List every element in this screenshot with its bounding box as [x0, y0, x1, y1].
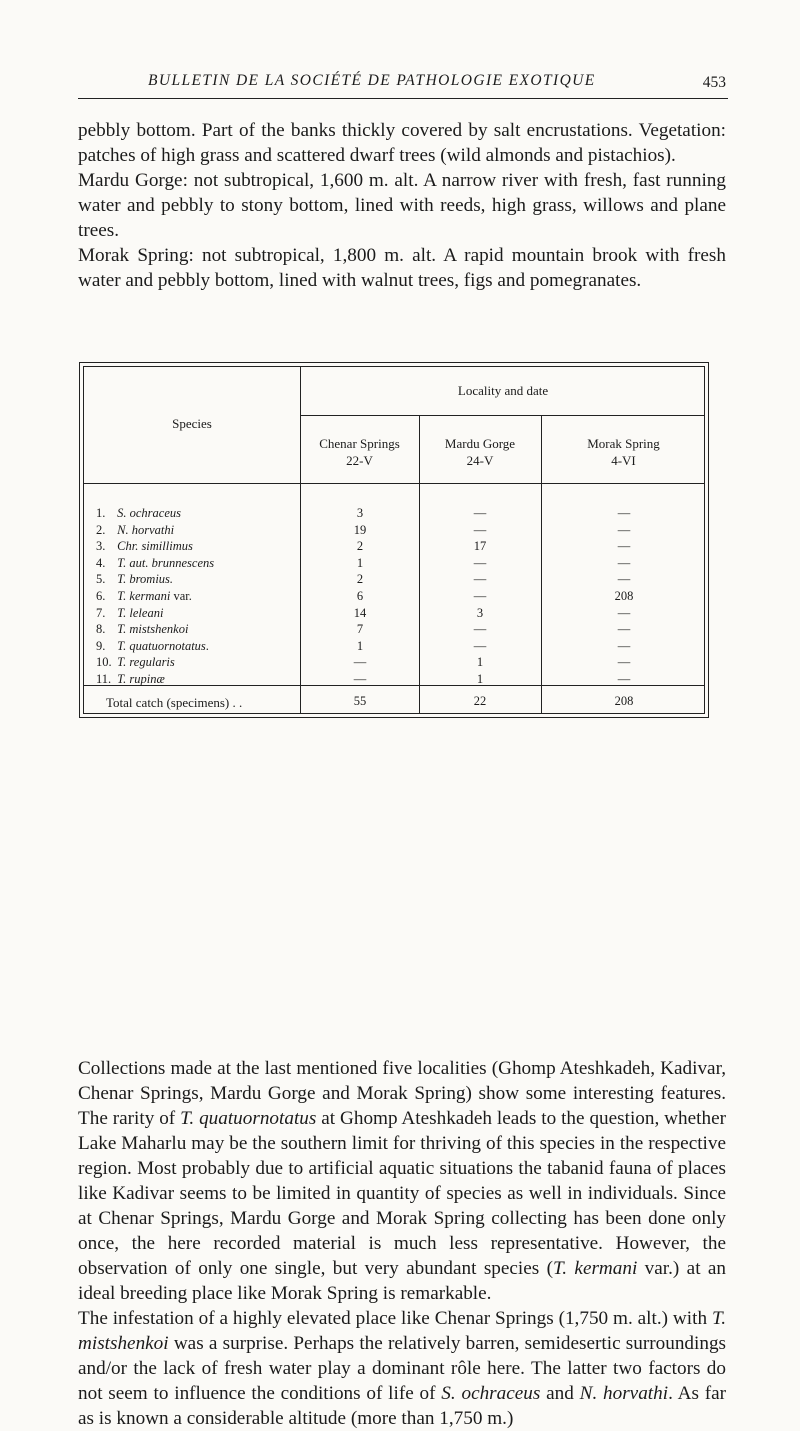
- species-name: S. ochraceus: [117, 506, 181, 520]
- table-cell: —: [617, 572, 631, 587]
- column-header-mardu: [419, 435, 541, 469]
- row-number: 1.: [96, 506, 106, 520]
- text-block-bottom: [78, 1056, 726, 1431]
- column-header-chenar: [300, 435, 419, 469]
- species-name: T. mistshenkoi: [78, 1308, 726, 1354]
- species-header: Species: [172, 416, 212, 431]
- column-header-morak: [541, 435, 706, 469]
- table-cell: —: [617, 555, 631, 570]
- table-row: [96, 523, 174, 538]
- text-run: Collections made at the last mentioned five localities (Ghomp Ateshkadeh, Kadivar, Chenar Springs, Mardu Gorge and Morak Spring) show some interesting features. The rarity of: [78, 1058, 726, 1129]
- text-run: and: [540, 1383, 580, 1404]
- text-run: The infestation of a highly elevated place like Chenar Springs (1,750 m. alt.) with: [78, 1308, 712, 1329]
- row-number: 9.: [96, 638, 106, 653]
- table-cell: —: [617, 672, 631, 686]
- column-date: 24-V: [466, 453, 494, 468]
- table-cell: —: [353, 672, 367, 686]
- table-row: [96, 556, 214, 571]
- column-divider: [300, 367, 301, 713]
- column-name: Morak Spring: [587, 436, 660, 451]
- table-row: [96, 606, 163, 621]
- table-row: [96, 539, 193, 554]
- table-cell: —: [473, 522, 487, 537]
- table-row: [96, 639, 209, 654]
- table-cell: —: [617, 622, 631, 637]
- table-cell: —: [353, 655, 367, 670]
- species-name: T. bromius.: [117, 572, 174, 587]
- table-cell: 208: [614, 589, 634, 603]
- paragraph-infestation: [78, 1306, 726, 1431]
- table-cell: —: [473, 622, 487, 637]
- table-row: [96, 572, 173, 587]
- table-cell: 1: [476, 672, 484, 686]
- column-date: 4-VI: [611, 453, 636, 468]
- running-header: [78, 68, 728, 99]
- total-label: Total catch (specimens) . .: [106, 695, 243, 710]
- total-chenar: 55: [353, 694, 367, 708]
- species-name: N. horvathi: [579, 1383, 669, 1404]
- table-cell: —: [617, 655, 631, 670]
- table-row: [96, 622, 188, 637]
- total-label-text: Total catch (specimens): [106, 695, 230, 710]
- locality-divider: [300, 415, 704, 416]
- table-cell: —: [473, 589, 487, 603]
- paragraph-mardu-gorge: Mardu Gorge: not subtropical, 1,600 m. alt. A narrow river with fresh, fast running water and pebbly to stony bottom, lined with reeds, high grass, willows and plane trees.: [78, 170, 726, 241]
- table-cell: 7: [356, 622, 364, 637]
- row-number: 6.: [96, 589, 106, 603]
- paragraph-continuation: pebbly bottom. Part of the banks thickly covered by salt encrustations. Vegetation: patches of high grass and scattered dwarf trees (wild almonds and pistachios).: [78, 120, 726, 166]
- page-number: 453: [702, 74, 726, 91]
- table-cell: 3: [476, 605, 484, 620]
- table-cell: 19: [353, 522, 367, 537]
- table-cell: 2: [356, 572, 364, 587]
- paragraph-collections: [78, 1056, 726, 1306]
- locality-header: Locality and date: [457, 383, 549, 398]
- row-number: 3.: [96, 539, 106, 554]
- table-row: [96, 672, 165, 687]
- row-number: 7.: [96, 605, 106, 620]
- table-cell: —: [473, 638, 487, 653]
- species-name: N. horvathi: [117, 522, 175, 537]
- table-cell: 1: [356, 638, 364, 653]
- total-morak: 208: [614, 694, 634, 708]
- column-name: Chenar Springs: [319, 436, 400, 451]
- table-cell: —: [473, 506, 487, 520]
- species-name: T. rupinæ: [117, 672, 165, 686]
- text-run: at Ghomp Ateshkadeh leads to the question, whether Lake Maharlu may be the southern limit for thriving of this species in the respective region. Most probably due to artificial aquatic situations the tabanid fauna of places like Kadivar seems to be limited in quantity of species as well in individuals. Since at Chenar Springs, Mardu Gorge and Morak Spring collecting has been done only once, the here recorded material is much less representative. However, the observation of only one single, but very abundant species (: [78, 1108, 726, 1279]
- species-name: T. leleani: [117, 605, 164, 620]
- table-cell: —: [617, 522, 631, 537]
- row-number: 8.: [96, 622, 106, 637]
- paragraph-morak-spring: Morak Spring: not subtropical, 1,800 m. alt. A rapid mountain brook with fresh water and pebbly bottom, lined with walnut trees, figs and pomegranates.: [78, 245, 726, 291]
- table-cell: 1: [476, 655, 484, 670]
- table-cell: —: [473, 555, 487, 570]
- species-suffix: .: [205, 638, 209, 653]
- row-number: 10.: [96, 655, 112, 670]
- row-number: 2.: [96, 522, 106, 537]
- table-cell: 2: [356, 539, 364, 554]
- total-mardu: 22: [473, 694, 487, 708]
- text-block-top: [78, 118, 726, 293]
- species-name: T. aut. brunnescens: [117, 555, 215, 570]
- column-name: Mardu Gorge: [444, 436, 516, 451]
- species-table: [79, 362, 709, 718]
- table-cell: 17: [473, 539, 487, 554]
- species-suffix: var.: [170, 589, 192, 603]
- species-name: T. quatuornotatus: [117, 638, 206, 653]
- table-cell: —: [473, 572, 487, 587]
- species-name: S. ochraceus: [441, 1383, 541, 1404]
- table-row: [96, 655, 175, 670]
- row-number: 11.: [96, 672, 112, 686]
- table-cell: 6: [356, 589, 364, 603]
- species-name: T. regularis: [117, 655, 175, 670]
- table-cell: 14: [353, 605, 367, 620]
- header-divider: [84, 483, 704, 484]
- table-row: [96, 506, 181, 521]
- species-name: T. quatuornotatus: [180, 1108, 317, 1129]
- table-row: [96, 589, 192, 604]
- table-cell: —: [617, 506, 631, 520]
- table-inner-frame: [83, 366, 705, 714]
- table-cell: 1: [356, 555, 364, 570]
- text-run: var.) at an ideal breeding place like Morak Spring is remarkable.: [78, 1258, 726, 1304]
- species-name: T. mistshenkoi: [117, 622, 189, 637]
- table-cell: —: [617, 638, 631, 653]
- column-date: 22-V: [346, 453, 373, 468]
- table-cell: —: [617, 539, 631, 554]
- species-name: T. kermani: [117, 589, 171, 603]
- text-run: . As far as is known a considerable altitude (more than 1,750 m.): [78, 1383, 727, 1429]
- species-name: Chr. simillimus: [117, 539, 193, 554]
- text-run: was a surprise. Perhaps the relatively barren, semidesertic surroundings and/or the lack of fresh water play a dominant rôle here. The latter two factors do not seem to influence the conditions of life of: [78, 1333, 726, 1404]
- table-cell: —: [617, 605, 631, 620]
- journal-title: BULLETIN DE LA SOCIÉTÉ DE PATHOLOGIE EXOTIQUE: [148, 72, 596, 89]
- species-name: T. kermani: [553, 1258, 638, 1279]
- row-number: 5.: [96, 572, 106, 587]
- table-cell: 3: [356, 506, 364, 520]
- row-number: 4.: [96, 555, 106, 570]
